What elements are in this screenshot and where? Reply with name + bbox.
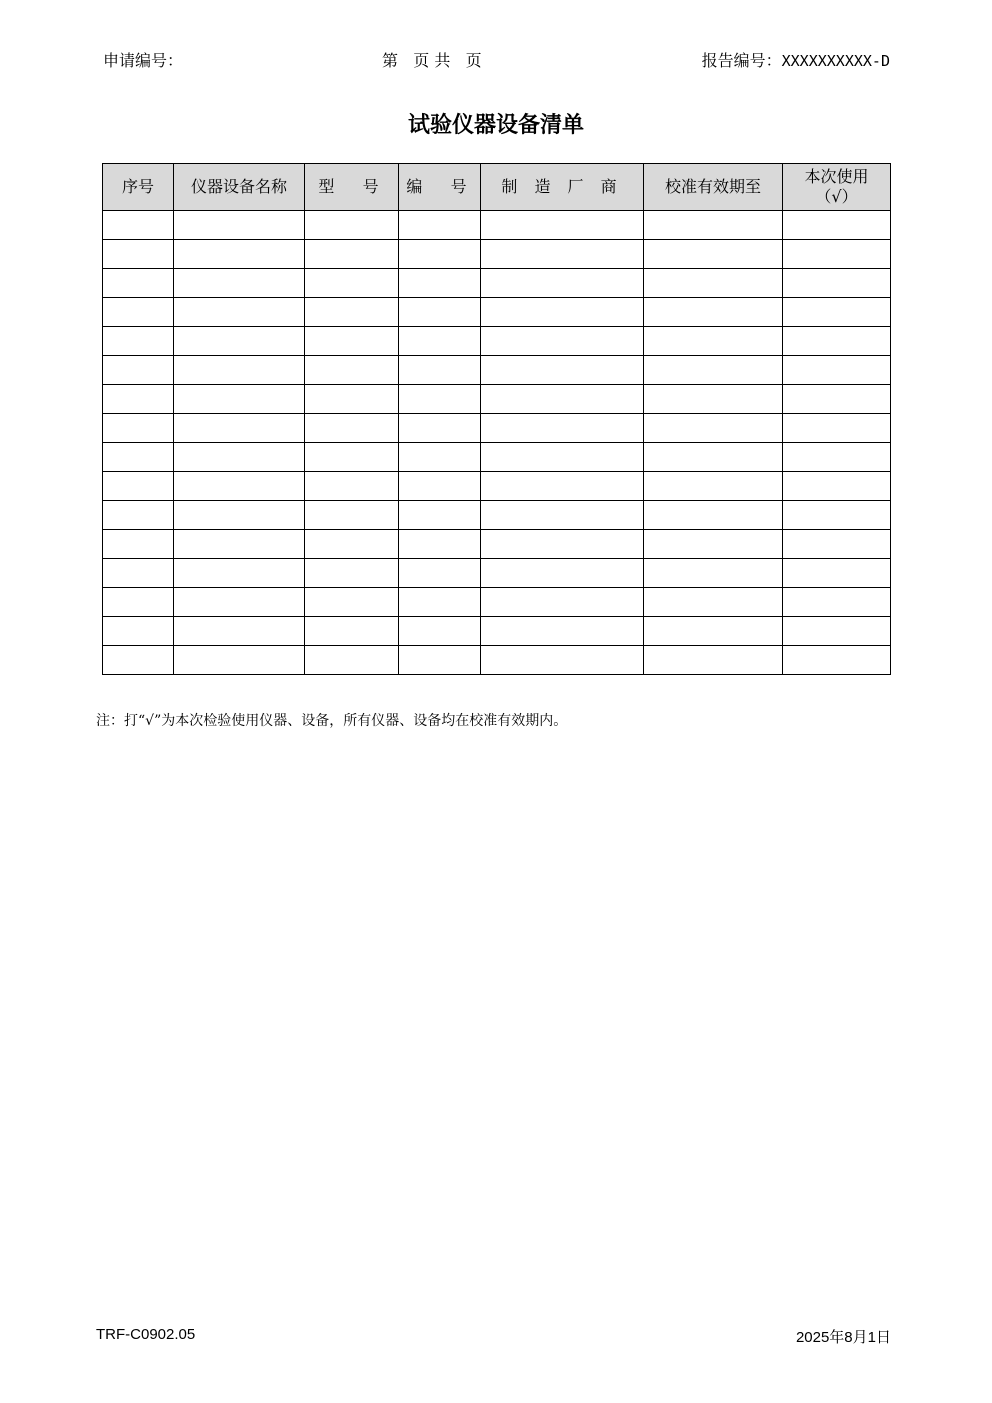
table-row (103, 530, 891, 559)
col-header-used-label: 本次使用 (804, 167, 869, 186)
table-row (103, 646, 891, 675)
table-cell[interactable] (644, 356, 783, 385)
page-number-label: 第 页 共 页 (382, 51, 482, 70)
table-cell[interactable] (103, 385, 174, 414)
table-cell[interactable] (481, 356, 644, 385)
table-cell[interactable] (399, 327, 481, 356)
col-header-check-mark: （√） (815, 187, 858, 206)
table-cell[interactable] (174, 588, 305, 617)
table-cell[interactable] (481, 588, 644, 617)
table-cell[interactable] (305, 559, 399, 588)
table-cell[interactable] (399, 356, 481, 385)
table-cell[interactable] (305, 327, 399, 356)
table-cell[interactable] (783, 356, 891, 385)
table-cell[interactable] (644, 211, 783, 240)
table-cell[interactable] (103, 530, 174, 559)
table-cell[interactable] (644, 443, 783, 472)
table-cell[interactable] (305, 414, 399, 443)
table-cell[interactable] (783, 298, 891, 327)
document-title: 试验仪器设备清单 (407, 112, 584, 138)
table-cell[interactable] (644, 327, 783, 356)
table-cell[interactable] (399, 269, 481, 298)
table-cell[interactable] (305, 530, 399, 559)
table-cell[interactable] (644, 240, 783, 269)
table-cell[interactable] (481, 472, 644, 501)
table-row (103, 414, 891, 443)
table-cell[interactable] (305, 211, 399, 240)
table-cell[interactable] (399, 298, 481, 327)
table-row (103, 298, 891, 327)
table-cell[interactable] (644, 414, 783, 443)
col-header-used-this-time (783, 164, 891, 211)
table-header-row (103, 164, 891, 211)
table-cell[interactable] (783, 414, 891, 443)
report-number-value: XXXXXXXXXX-D (781, 52, 890, 70)
table-cell[interactable] (783, 385, 891, 414)
table-cell[interactable] (783, 269, 891, 298)
table-cell[interactable] (481, 269, 644, 298)
table-cell[interactable] (481, 617, 644, 646)
table-row (103, 559, 891, 588)
table-cell[interactable] (174, 356, 305, 385)
table-cell[interactable] (644, 501, 783, 530)
table-row (103, 617, 891, 646)
table-cell[interactable] (103, 472, 174, 501)
table-row (103, 472, 891, 501)
table-cell[interactable] (103, 501, 174, 530)
table-cell[interactable] (103, 356, 174, 385)
table-row (103, 269, 891, 298)
table-cell[interactable] (399, 530, 481, 559)
table-cell[interactable] (644, 617, 783, 646)
table-cell[interactable] (103, 617, 174, 646)
table-cell[interactable] (174, 443, 305, 472)
table-cell[interactable] (481, 298, 644, 327)
table-cell[interactable] (103, 211, 174, 240)
table-cell[interactable] (305, 472, 399, 501)
table-row (103, 356, 891, 385)
table-cell[interactable] (174, 240, 305, 269)
table-cell[interactable] (481, 501, 644, 530)
table-cell[interactable] (305, 646, 399, 675)
col-header-index: 序号 (103, 164, 174, 211)
table-cell[interactable] (481, 385, 644, 414)
table-cell[interactable] (783, 211, 891, 240)
table-cell[interactable] (174, 327, 305, 356)
table-cell[interactable] (103, 559, 174, 588)
table-cell[interactable] (103, 443, 174, 472)
table-cell[interactable] (481, 240, 644, 269)
table-cell[interactable] (399, 414, 481, 443)
footer-date: 2025年8月1日 (795, 1329, 891, 1346)
table-row (103, 443, 891, 472)
table-cell[interactable] (399, 472, 481, 501)
table-cell[interactable] (399, 559, 481, 588)
table-cell[interactable] (644, 559, 783, 588)
table-cell[interactable] (783, 472, 891, 501)
table-cell[interactable] (305, 298, 399, 327)
table-cell[interactable] (103, 414, 174, 443)
table-cell[interactable] (783, 559, 891, 588)
table-cell[interactable] (644, 385, 783, 414)
table-cell[interactable] (644, 588, 783, 617)
table-cell[interactable] (783, 588, 891, 617)
table-cell[interactable] (174, 211, 305, 240)
table-cell[interactable] (399, 646, 481, 675)
table-cell[interactable] (103, 646, 174, 675)
table-cell[interactable] (644, 530, 783, 559)
table-row (103, 501, 891, 530)
table-cell[interactable] (174, 414, 305, 443)
table-cell[interactable] (481, 414, 644, 443)
table-cell[interactable] (174, 298, 305, 327)
table-cell[interactable] (399, 501, 481, 530)
table-cell[interactable] (644, 298, 783, 327)
page-header (103, 48, 890, 70)
table-cell[interactable] (783, 443, 891, 472)
table-cell[interactable] (305, 356, 399, 385)
table-cell[interactable] (644, 269, 783, 298)
table-cell[interactable] (103, 240, 174, 269)
table-cell[interactable] (305, 588, 399, 617)
table-row (103, 588, 891, 617)
table-cell[interactable] (103, 588, 174, 617)
col-header-serial-number: 编 号 (399, 164, 481, 211)
report-number (702, 48, 890, 71)
table-row (103, 385, 891, 414)
table-cell[interactable] (174, 617, 305, 646)
table-cell[interactable] (174, 559, 305, 588)
table-cell[interactable] (783, 327, 891, 356)
table-cell[interactable] (783, 530, 891, 559)
table-cell[interactable] (305, 385, 399, 414)
col-header-model: 型 号 (305, 164, 399, 211)
table-cell[interactable] (783, 646, 891, 675)
table-cell[interactable] (305, 269, 399, 298)
table-cell[interactable] (103, 269, 174, 298)
application-number-label: 申请编号： (103, 51, 184, 70)
table-cell[interactable] (399, 211, 481, 240)
table-cell[interactable] (783, 617, 891, 646)
report-number-label: 报告编号： (701, 51, 782, 70)
table-cell[interactable] (305, 617, 399, 646)
table-cell[interactable] (399, 588, 481, 617)
table-cell[interactable] (174, 385, 305, 414)
table-cell[interactable] (644, 646, 783, 675)
table-cell[interactable] (399, 443, 481, 472)
table-cell[interactable] (103, 327, 174, 356)
col-header-calibration-valid-until: 校准有效期至 (644, 164, 783, 211)
table-cell[interactable] (305, 443, 399, 472)
table-cell[interactable] (783, 240, 891, 269)
equipment-table (102, 163, 891, 675)
table-cell[interactable] (305, 501, 399, 530)
table-row (103, 240, 891, 269)
table-cell[interactable] (481, 559, 644, 588)
table-cell[interactable] (481, 530, 644, 559)
footnote: 注：打“√”为本次检验使用仪器、设备，所有仪器、设备均在校准有效期内。 (96, 713, 568, 729)
table-cell[interactable] (481, 443, 644, 472)
table-cell[interactable] (399, 617, 481, 646)
table-cell[interactable] (174, 472, 305, 501)
table-cell[interactable] (399, 385, 481, 414)
table-cell[interactable] (174, 501, 305, 530)
table-body (103, 211, 891, 675)
table-cell[interactable] (481, 327, 644, 356)
table-cell[interactable] (644, 472, 783, 501)
table-cell[interactable] (481, 211, 644, 240)
table-cell[interactable] (305, 240, 399, 269)
table-cell[interactable] (481, 646, 644, 675)
table-row (103, 211, 891, 240)
table-cell[interactable] (399, 240, 481, 269)
form-code: TRF-C0902.05 (96, 1326, 196, 1343)
table-cell[interactable] (783, 501, 891, 530)
col-header-manufacturer: 制 造 厂 商 (481, 164, 644, 211)
table-row (103, 327, 891, 356)
table-cell[interactable] (174, 530, 305, 559)
table-cell[interactable] (174, 646, 305, 675)
table-cell[interactable] (103, 298, 174, 327)
col-header-equipment-name: 仪器设备名称 (174, 164, 305, 211)
table-cell[interactable] (174, 269, 305, 298)
